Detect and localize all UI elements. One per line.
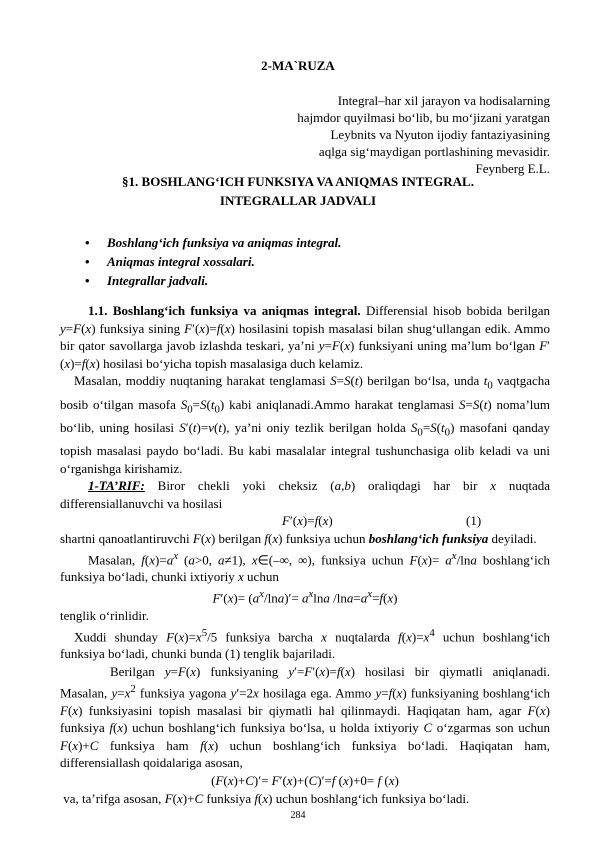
epigraph-line: Leybnits va Nyuton ijodiy fantaziyasining — [330, 127, 550, 142]
epigraph-line: Integral–har xil jarayon va hodisalarning — [337, 93, 550, 108]
epigraph-line: aqlga sig‘maydigan portlashining mevasidir. — [318, 144, 550, 159]
formula-constant: (F(x)+C)′= F′(x)+(C)′=f (x)+0= f (x) — [211, 772, 399, 788]
section-heading — [60, 172, 536, 210]
paragraph-definition-cont: shartni qanoatlantiruvchi F(x) berilgan f(x) funksiya uchun boshlang‘ich funksiya deyiladi. — [60, 530, 537, 546]
paragraph-conclusion: va, ta’rifga asosan, F(x)+C funksiya f(x) uchun boshlang‘ich funksiya bo‘ladi. — [60, 790, 470, 806]
paragraph-check: tenglik o‘rinlidir. — [60, 607, 149, 623]
paragraph-example-motion: Masalan, moddiy nuqtaning harakat tenglamasi S=S(t) berilgan bo‘lsa, unda $t_0$ vaqtgacha bosib o‘tilgan masofa $S_0=S(t_0)$ kabi aniqlanadi.Ammo harakat tenglamasi S=S(t) noma’lum bo‘lib, uning hosilasi S′(t)=v(t), ya’ni oniy tezlik berilgan holda $S_0=S(t_0)$ masofani qanday topish masalasi paydo bo‘ladi. Bu kabi masalalar integral tushunchasiga olib keladi va uni o‘rganishga kirishamiz. — [60, 373, 551, 476]
lecture-title: 2-MA`RUZA — [261, 58, 335, 73]
topic-list-item: • Boshlang‘ich funksiya va aniqmas integral. — [107, 233, 341, 252]
paragraph-example-exp: Masalan, $f(x)=a^x$ (a>0, a≠1), x∈(–∞, ∞), funksiya uchun $F(x)= a^x$/lna boshlang‘ich funksiya bo‘ladi, chunki ixtiyoriy x uchun — [60, 549, 550, 585]
paragraph-uniqueness: Berilgan y=F(x) funksiyaning y′=F′(x)=f(x) hosilasi bir qiymatli aniqlanadi. Masalan, $y=x^2$ funksiya yagona y′=2x hosilaga ega. Ammo y=f(x) funksiyaning boshlang‘ich F(x) funksiyasini topish masalasi bir qiymatli hal qilinmaydi. Haqiqatan ham, agar F(x) funksiya f(x) uchun boshlang‘ich funksiya bo‘lsa, u holda ixtiyoriy C o‘zgarmas son uchun F(x)+C funksiya ham f(x) uchun boshlang‘ich funksiya bo‘ladi. Haqiqatan ham, differensiallash qoidalariga asosan, — [60, 664, 551, 771]
page-number: 284 — [290, 810, 306, 821]
topic-list-item: • Integrallar jadvali. — [107, 271, 341, 290]
epigraph-line: hajmdor quyilmasi bo‘lib, bu mo‘jizani yaratgan — [297, 110, 550, 125]
body-text — [60, 302, 550, 807]
topic-list — [107, 233, 341, 290]
paragraph-example-power: Xuddi shunday $F(x)=x^5/5$ funksiya barcha x nuqtalarda $f(x)=x^4$ uchun boshlang‘ich funksiya bo‘ladi, chunki bunda (1) tenglik bajariladi. — [60, 626, 550, 662]
section-heading-line2: INTEGRALLAR JADVALI — [219, 193, 377, 208]
definition-label: 1-TA’RIF: — [88, 478, 145, 494]
section-heading-line1: §1. BOSHLANG‘ICH FUNKSIYA VA ANIQMAS INTEGRAL. — [122, 174, 474, 189]
paragraph-intro: 1.1. Boshlang‘ich funksiya va aniqmas integral. Differensial hisob bobida berilgan y=F(x) funksiya sining F′(x)=f(x) hosilasini topish masalasi bilan shug‘ullangan edik. Ammo bir qator savollarga javob izlashda teskari, ya’ni y=F(x) funksiyani uning ma’lum bo‘lgan F′(x)=f(x) hosilasi bo‘yicha topish masalasiga duch kelamiz. — [60, 303, 550, 371]
epigraph-author: Feynberg E.L. — [475, 161, 550, 176]
topic-list-item: • Aniqmas integral xossalari. — [107, 252, 341, 271]
formula-1-number: (1) — [466, 513, 482, 529]
subsection-heading: 1.1. Boshlang‘ich funksiya va aniqmas integral. — [88, 303, 361, 318]
formula-exp: $F'(x)= (a^x/\ln a)'= a^x\ln a$ $/\ln a=a^x=f(x)$ — [212, 588, 398, 606]
paragraph-definition: 1-TA’RIF: Biror chekli yoki cheksiz (a,b) oraliqdagi har bir x nuqtada differensiallanuvchi va hosilasi — [60, 478, 550, 511]
formula-1: F′(x)=f(x) (1) — [282, 513, 482, 529]
epigraph — [297, 92, 550, 177]
